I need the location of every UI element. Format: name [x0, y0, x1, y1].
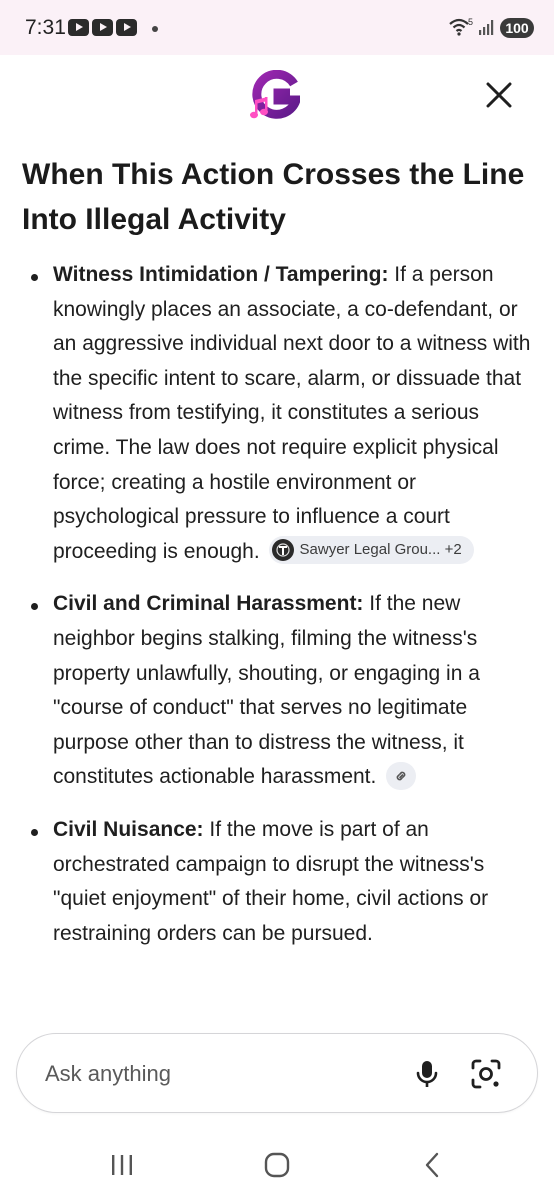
- bullet-text: If a person knowingly places an associate, a co-defendant, or an aggressive individual next door to a witness with the specific intent to scare, alarm, or dissuade that witness from testifying, it constitutes a serious crime. The law does not require explicit physical force; creating a hostile environment or psychological pressure to influence a court proceeding is enough.: [53, 263, 531, 563]
- more-notifications-dot-icon: [152, 26, 158, 32]
- bullet-text: If the move is part of an orchestrated campaign to disrupt the witness's "quiet enjoyment" of their home, civil actions or restraining orders can be pursued.: [53, 817, 489, 945]
- source-chip[interactable]: [269, 536, 474, 564]
- cell-signal-icon: [478, 18, 496, 36]
- youtube-notification-icon: [68, 19, 89, 36]
- recents-icon[interactable]: [108, 1154, 136, 1176]
- source-chip-label: Sawyer Legal Grou... +2: [299, 540, 462, 558]
- status-time: 7:31: [25, 16, 66, 39]
- bullet-heading: Civil Nuisance:: [53, 817, 204, 841]
- system-nav-bar: [0, 1130, 554, 1200]
- source-avatar-icon: [272, 539, 294, 561]
- home-icon[interactable]: [264, 1152, 290, 1178]
- link-icon: [393, 768, 409, 784]
- list-item: [22, 258, 534, 569]
- app-g-logo-icon: [250, 70, 300, 122]
- article-content: [22, 258, 534, 951]
- bullet-heading: Civil and Criminal Harassment:: [53, 592, 364, 616]
- page-title: When This Action Crosses the Line Into Illegal Activity: [22, 158, 525, 236]
- camera-search-button[interactable]: [469, 1057, 503, 1091]
- wifi-icon: [448, 16, 474, 38]
- ask-input[interactable]: [45, 1058, 385, 1090]
- battery-indicator: 100: [500, 18, 534, 38]
- status-bar: [0, 0, 554, 55]
- back-icon[interactable]: [422, 1152, 442, 1178]
- wifi-band-label: 5: [468, 17, 474, 27]
- notification-icons: [68, 19, 137, 36]
- youtube-notification-icon: [92, 19, 113, 36]
- list-item: [22, 587, 534, 795]
- close-button[interactable]: [478, 74, 520, 116]
- mic-icon: [410, 1057, 444, 1091]
- bullet-heading: Witness Intimidation / Tampering:: [53, 263, 389, 286]
- camera-lens-icon: [469, 1057, 503, 1091]
- bullet-text: If the new neighbor begins stalking, filming the witness's property unlawfully, shouting, or engaging in a "course of conduct" that serves no legitimate purpose other than to distress the witness, it constitutes actionable harassment.: [53, 592, 480, 789]
- voice-input-button[interactable]: [410, 1057, 444, 1091]
- ask-bar: [16, 1033, 538, 1113]
- source-link-button[interactable]: [386, 762, 416, 790]
- close-icon: [486, 82, 512, 108]
- list-item: [22, 813, 534, 951]
- youtube-notification-icon: [116, 19, 137, 36]
